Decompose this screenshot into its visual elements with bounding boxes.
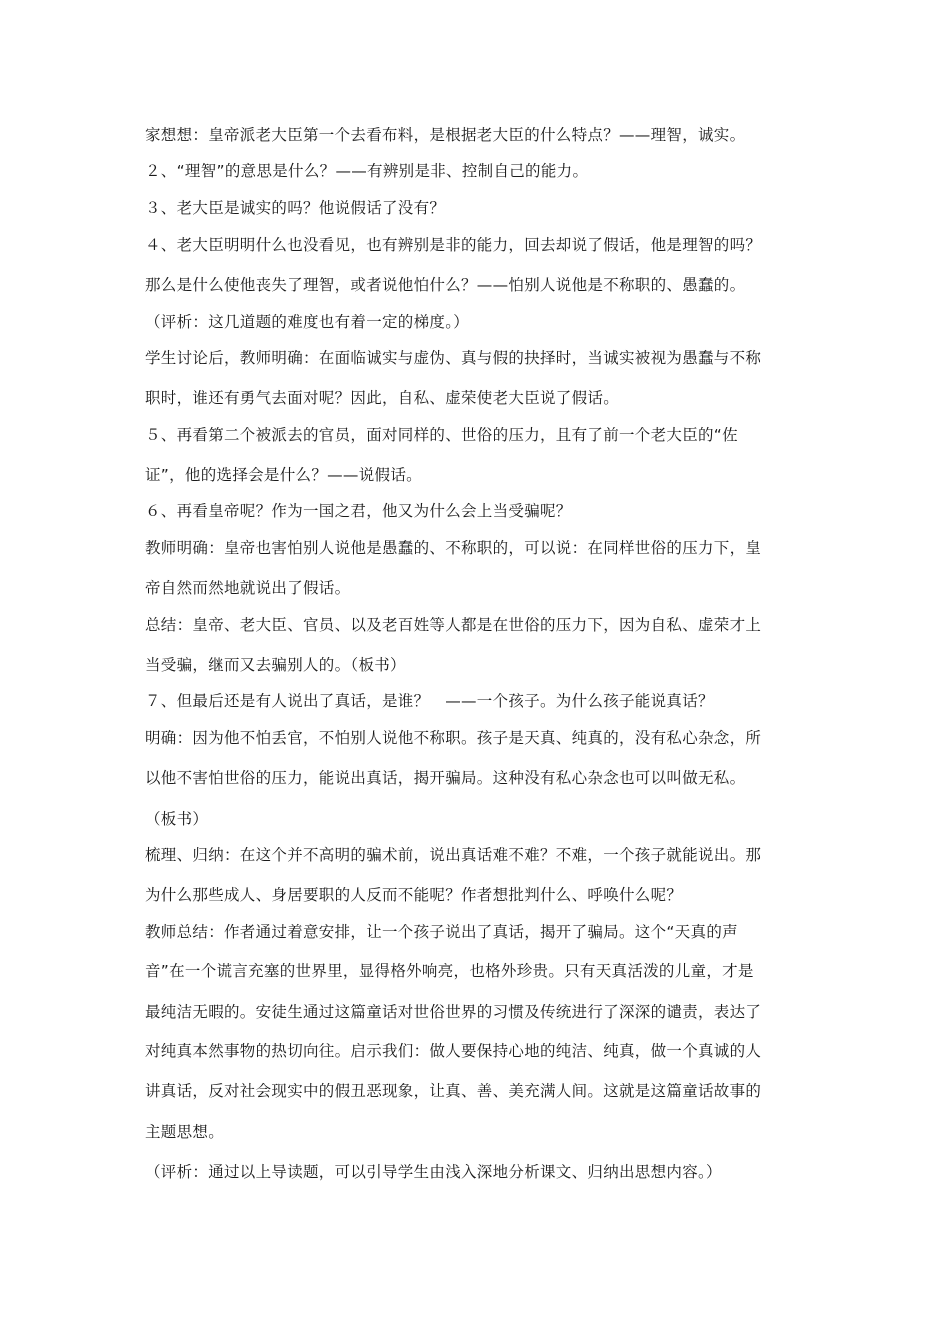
text-line: （评析：通过以上导读题，可以引导学生由浅入深地分析课文、归纳出思想内容。） <box>145 1163 722 1181</box>
text-line: （板书） <box>145 810 209 828</box>
text-line: 最纯洁无暇的。安徒生通过这篇童话对世俗世界的习惯及传统进行了深深的谴责，表达了 <box>145 1003 762 1021</box>
text-line: 帝自然而然地就说出了假话。 <box>145 579 351 597</box>
text-line: 职时，谁还有勇气去面对呢？因此，自私、虚荣使老大臣说了假话。 <box>145 389 620 407</box>
text-line: 讲真话，反对社会现实中的假丑恶现象，让真、善、美充满人间。这就是这篇童话故事的 <box>145 1082 762 1100</box>
text-line: 当受骗，继而又去骗别人的。（板书） <box>145 656 406 674</box>
text-line: ６、再看皇帝呢？作为一国之君，他又为什么会上当受骗呢？ <box>145 502 572 520</box>
text-line: 梳理、归纳：在这个并不高明的骗术前，说出真话难不难？不难，一个孩子就能说出。那 <box>145 846 762 864</box>
text-line: 为什么那些成人、身居要职的人反而不能呢？作者想批判什么、呼唤什么呢？ <box>145 886 683 904</box>
text-line: 总结：皇帝、老大臣、官员、以及老百姓等人都是在世俗的压力下，因为自私、虚荣才上 <box>145 616 762 634</box>
text-line: （评析：这几道题的难度也有着一定的梯度。） <box>145 313 470 331</box>
text-line: 学生讨论后，教师明确：在面临诚实与虚伪、真与假的抉择时，当诚实被视为愚蠢与不称 <box>145 349 762 367</box>
text-line: 证”，他的选择会是什么？——说假话。 <box>145 466 422 484</box>
text-line: ３、老大臣是诚实的吗？他说假话了没有？ <box>145 199 446 217</box>
text-line: ５、再看第二个被派去的官员，面对同样的、世俗的压力，且有了前一个老大臣的“佐 <box>145 426 738 444</box>
text-line: 家想想：皇帝派老大臣第一个去看布料，是根据老大臣的什么特点？——理智，诚实。 <box>145 126 746 144</box>
text-line: ７、但最后还是有人说出了真话，是谁？ ——一个孩子。为什么孩子能说真话？ <box>145 692 714 710</box>
text-line: ２、“理智”的意思是什么？——有辨别是非、控制自己的能力。 <box>145 162 589 180</box>
text-line: ４、老大臣明明什么也没看见，也有辨别是非的能力，回去却说了假话，他是理智的吗？ <box>145 236 762 254</box>
text-line: 那么是什么使他丧失了理智，或者说他怕什么？——怕别人说他是不称职的、愚蠢的。 <box>145 276 746 294</box>
text-line: 音”在一个谎言充塞的世界里，显得格外响亮，也格外珍贵。只有天真活泼的儿童，才是 <box>145 962 754 980</box>
text-line: 对纯真本然事物的热切向往。启示我们：做人要保持心地的纯洁、纯真，做一个真诚的人 <box>145 1042 762 1060</box>
text-line: 主题思想。 <box>145 1123 225 1141</box>
text-line: 教师总结：作者通过着意安排，让一个孩子说出了真话，揭开了骗局。这个“天真的声 <box>145 923 738 941</box>
text-line: 明确：因为他不怕丢官，不怕别人说他不称职。孩子是天真、纯真的，没有私心杂念，所 <box>145 729 762 747</box>
text-line: 教师明确：皇帝也害怕别人说他是愚蠢的、不称职的，可以说：在同样世俗的压力下，皇 <box>145 539 762 557</box>
text-line: 以他不害怕世俗的压力，能说出真话，揭开骗局。这种没有私心杂念也可以叫做无私。 <box>145 769 746 787</box>
